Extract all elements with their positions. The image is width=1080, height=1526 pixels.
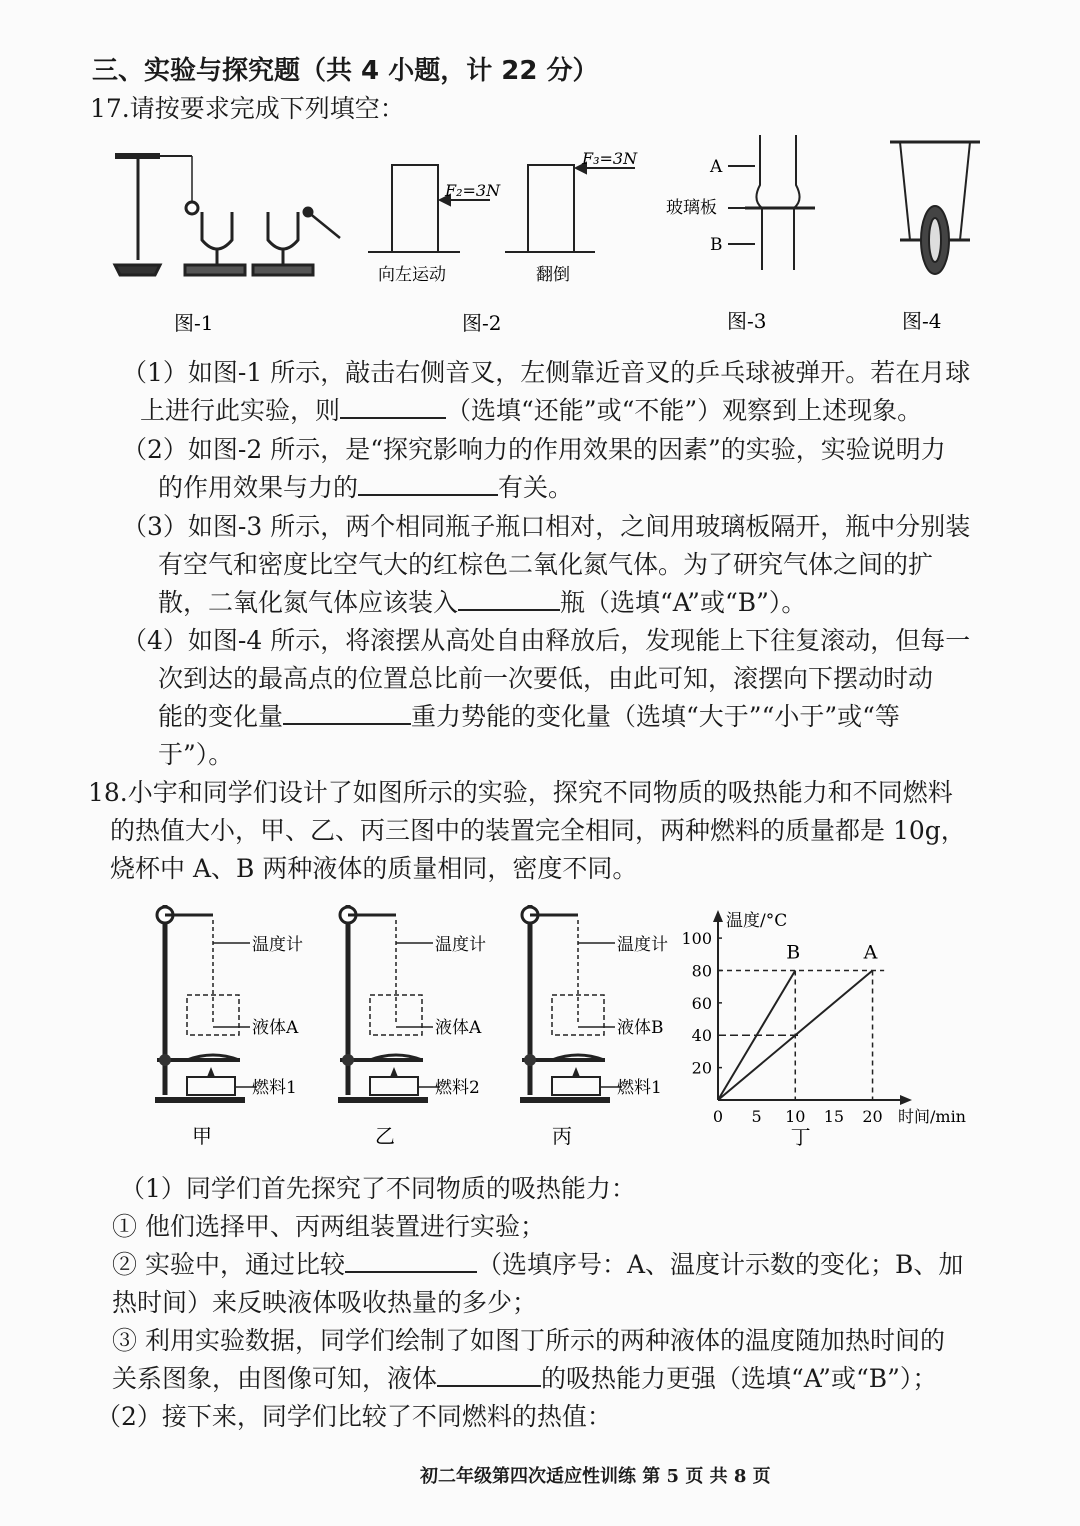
q17-p3-line3 (158, 584, 806, 622)
q17-p1-line2 (140, 392, 922, 430)
q17-p2-blank[interactable] (358, 470, 498, 496)
q17-p1-text-a: 上进行此实验，则 (140, 396, 341, 425)
q18-apparatus (140, 895, 700, 1155)
x-tick-label: 0 (712, 1107, 724, 1126)
q17-figures (100, 130, 1000, 345)
q18-s1-b-line2: 热时间）来反映液体吸收热量的多少； (112, 1288, 538, 1317)
fig2-force-right: F₃=3N (582, 149, 638, 168)
q17-p1-text-b: （选填“还能”或“不能”）观察到上述现象。 (446, 396, 923, 425)
q18-s1-b-blank[interactable] (345, 1247, 477, 1273)
fig3-bottles (728, 135, 815, 270)
page-footer: 初二年级第四次适应性训练 第 5 页 共 8 页 (420, 1466, 771, 1487)
fig3-label-a: A (710, 157, 723, 177)
q17-stem: 17.请按要求完成下列填空： (90, 94, 405, 123)
q18-stem-line3: 烧杯中 A、B 两种液体的质量相同，密度不同。 (110, 854, 638, 883)
fig4-maxwell-wheel (890, 142, 980, 274)
yi-liquid-label: 液体A (435, 1018, 482, 1038)
q18-s2-head: （2）接下来，同学们比较了不同燃料的热值： (96, 1402, 612, 1431)
q17-p4-line1: （4）如图-4 所示，将滚摆从高处自由释放后，发现能上下往复滚动，但每一 (122, 626, 971, 655)
y-tick-label: 40 (691, 1026, 712, 1046)
x-tick-label: 15 (823, 1107, 845, 1126)
fig1-tuning-fork-apparatus (115, 155, 340, 275)
q17-p4-line2: 次到达的最高点的位置总比前一次要低，由此可知，滚摆向下摆动时动 (158, 664, 934, 693)
q18-s1-c-text-a: 关系图象，由图像可知，液体 (112, 1364, 438, 1393)
fig3-label-glass: 玻璃板 (666, 198, 717, 218)
q17-p4-line4: 于”）。 (158, 740, 234, 769)
yi-thermometer-label: 温度计 (435, 935, 486, 955)
caption-yi: 乙 (375, 1124, 395, 1148)
y-axis-label: 温度/°C (726, 911, 788, 931)
q18-s1-a: ① 他们选择甲、丙两组装置进行实验； (112, 1212, 545, 1241)
fig2-caption: 图-2 (462, 311, 502, 335)
caption-jia: 甲 (192, 1124, 212, 1148)
q17-p4-blank[interactable] (283, 699, 411, 725)
fig2-label-left: 向左运动 (378, 265, 446, 285)
fig4-caption: 图-4 (902, 309, 942, 333)
q17-p1-blank[interactable] (340, 393, 446, 419)
fig1-caption: 图-1 (174, 311, 214, 335)
q18-s1-b-text-a: ② 实验中，通过比较 (112, 1250, 345, 1279)
bing-thermometer-label: 温度计 (617, 935, 668, 955)
q17-p3-blank[interactable] (458, 585, 560, 611)
chart-caption: 丁 (790, 1125, 811, 1149)
q18-s1-b-text-b: （选填序号：A、温度计示数的变化；B、加 (476, 1250, 964, 1279)
q18-s1-c-line2 (112, 1360, 937, 1398)
q17-p4-line3 (158, 698, 900, 736)
q17-p4-text-b: 重力势能的变化量（选填“大于”“小于”或“等 (411, 702, 900, 731)
bing-fuel-label: 燃料1 (617, 1078, 662, 1098)
q18-s1-c-line1: ③ 利用实验数据，同学们绘制了如图丁所示的两种液体的温度随加热时间的 (112, 1326, 945, 1355)
fig2-force-blocks (368, 163, 635, 252)
y-tick-label: 20 (691, 1058, 712, 1078)
caption-bing: 丙 (552, 1124, 572, 1148)
x-axis-label: 时间/min (898, 1107, 966, 1126)
series-label-A: A (863, 941, 878, 964)
q17-p2-line1: （2）如图-2 所示，是“探究影响力的作用效果的因素”的实验，实验说明力 (122, 435, 946, 464)
q17-p3-line2: 有空气和密度比空气大的红棕色二氧化氮气体。为了研究气体之间的扩 (158, 550, 934, 579)
fig2-force-left: F₂=3N (445, 181, 501, 200)
q18-s1-c-blank[interactable] (437, 1361, 541, 1387)
y-tick-label: 60 (691, 993, 712, 1013)
q17-p1-line1: （1）如图-1 所示，敲击右侧音叉，左侧靠近音叉的乒乓球被弹开。若在月球 (122, 358, 971, 387)
q18-s1-c-text-b: 的吸热能力更强（选填“A”或“B”）； (541, 1364, 938, 1393)
x-tick-label: 5 (751, 1107, 762, 1126)
q17-p2-text-a: 的作用效果与力的 (158, 473, 359, 502)
series-label-B: B (786, 941, 801, 964)
y-tick-label: 100 (681, 929, 712, 949)
y-tick-label: 80 (691, 961, 712, 981)
yi-fuel-label: 燃料2 (435, 1078, 480, 1098)
section-title: 三、实验与探究题（共 4 小题，计 22 分） (92, 56, 599, 86)
fig2-label-right: 翻倒 (536, 265, 570, 285)
q18-stem-line2: 的热值大小，甲、乙、丙三图中的装置完全相同，两种燃料的质量都是 10g， (110, 816, 966, 845)
fig3-label-b: B (710, 235, 723, 255)
fig3-caption: 图-3 (727, 309, 767, 333)
q18-s1-b (112, 1246, 963, 1284)
q17-p4-text-a: 能的变化量 (158, 702, 284, 731)
bing-liquid-label: 液体B (617, 1018, 664, 1038)
chart-temperature-time (680, 905, 966, 1150)
apparatus-bing (520, 905, 622, 1100)
jia-thermometer-label: 温度计 (252, 935, 303, 955)
q18-s1-head: （1）同学们首先探究了不同物质的吸热能力： (120, 1174, 636, 1203)
x-tick-label: 20 (862, 1107, 883, 1126)
apparatus-yi (338, 905, 440, 1100)
q17-p3-text-b: 瓶（选填“A”或“B”）。 (560, 588, 807, 617)
q17-p3-line1: （3）如图-3 所示，两个相同瓶子瓶口相对，之间用玻璃板隔开，瓶中分别装 (122, 512, 971, 541)
q18-stem-line1: 18.小宇和同学们设计了如图所示的实验，探究不同物质的吸热能力和不同燃料 (88, 778, 953, 807)
x-axis-arrow (900, 1095, 912, 1105)
x-tick-label: 10 (785, 1107, 806, 1126)
q17-p2-text-b: 有关。 (498, 473, 574, 502)
q17-p2-line2 (158, 469, 573, 507)
q17-p3-text-a: 散，二氧化氮气体应该装入 (158, 588, 459, 617)
jia-fuel-label: 燃料1 (252, 1078, 297, 1098)
y-axis-arrow (713, 910, 723, 922)
apparatus-jia (155, 905, 257, 1100)
jia-liquid-label: 液体A (252, 1018, 299, 1038)
